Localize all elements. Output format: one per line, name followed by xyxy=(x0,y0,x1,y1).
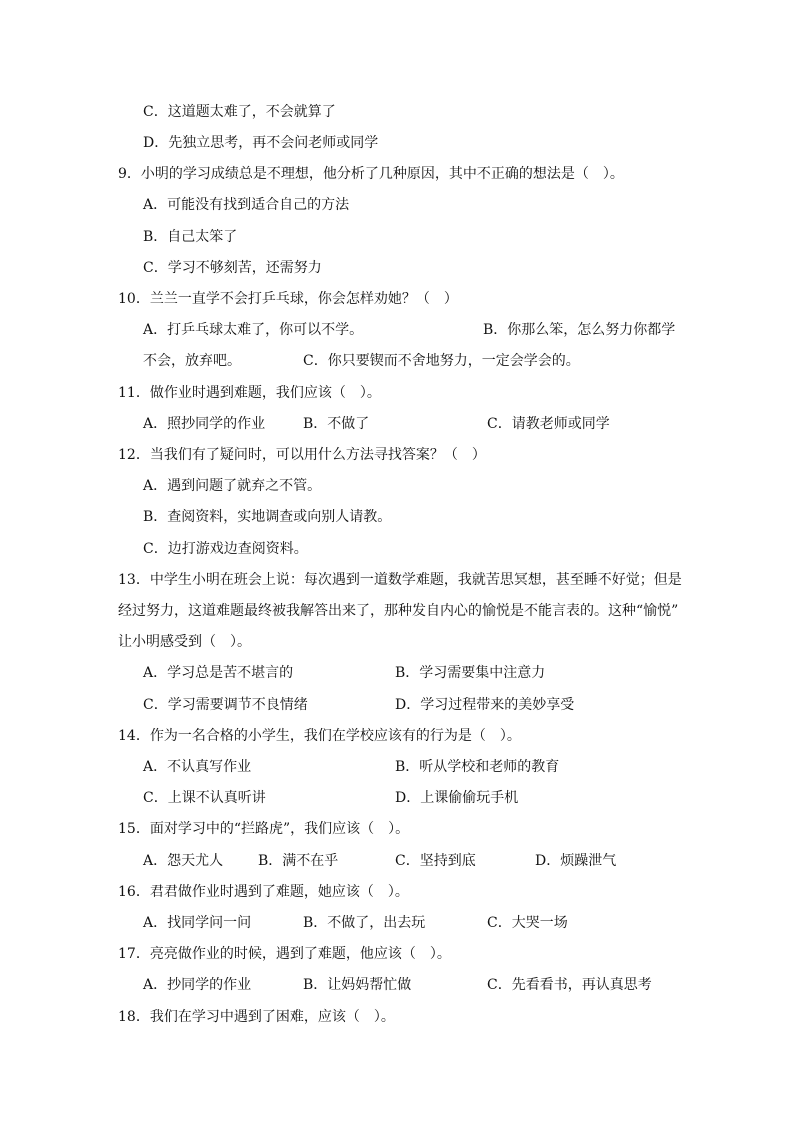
q16-option-b: B．不做了，出去玩 xyxy=(303,915,426,931)
q10-option-b: B．你那么笨，怎么努力你都学 xyxy=(483,322,676,338)
q10-option-b-continued: 不会，放弃吧。 xyxy=(143,353,241,369)
q10-stem: 10．兰兰一直学不会打乒乓球，你会怎样劝她？（ ） xyxy=(118,291,458,307)
q9-stem: 9．小明的学习成绩总是不理想，他分析了几种原因，其中不正确的想法是（ ）。 xyxy=(118,166,624,182)
q14-stem: 14．作为一名合格的小学生，我们在学校应该有的行为是（ ）。 xyxy=(118,728,521,744)
q11-option-b: B．不做了 xyxy=(303,416,370,432)
q17-option-b: B．让妈妈帮忙做 xyxy=(303,977,412,993)
q9-option-a: A．可能没有找到适合自己的方法 xyxy=(143,197,350,213)
q10-option-a: A．打乒乓球太难了，你可以不学。 xyxy=(143,322,364,338)
q9-option-c: C．学习不够刻苦，还需努力 xyxy=(143,260,322,276)
q13-option-b: B．学习需要集中注意力 xyxy=(395,665,546,681)
q13-stem: 13．中学生小明在班会上说：每次遇到一道数学难题，我就苦思冥想，甚至睡不好觉；但是 xyxy=(118,572,682,588)
q14-option-b: B．听从学校和老师的教育 xyxy=(395,759,560,775)
q16-option-a: A．找同学问一问 xyxy=(143,915,252,931)
q13-stem-line-3: 让小明感受到（ ）。 xyxy=(118,634,251,650)
q15-option-a: A．怨天尤人 xyxy=(143,853,224,869)
q14-option-d: D．上课偷偷玩手机 xyxy=(395,790,519,806)
q13-option-c: C．学习需要调节不良情绪 xyxy=(143,697,308,713)
q17-stem: 17．亮亮做作业的时候，遇到了难题，他应该（ ）。 xyxy=(118,946,451,962)
q10-option-c: C．你只要锲而不舍地努力，一定会学会的。 xyxy=(303,353,580,369)
q12-option-a: A．遇到问题了就弃之不管。 xyxy=(143,478,322,494)
q15-option-d: D．烦躁泄气 xyxy=(535,853,617,869)
q12-stem: 12．当我们有了疑问时，可以用什么方法寻找答案？（ ） xyxy=(118,447,486,463)
q11-stem: 11．做作业时遇到难题，我们应该（ ）。 xyxy=(118,385,381,401)
q12-option-c: C．边打游戏边查阅资料。 xyxy=(143,541,308,557)
q17-option-a: A．抄同学的作业 xyxy=(143,977,252,993)
q13-option-d: D．学习过程带来的美妙享受 xyxy=(395,697,575,713)
q14-option-c: C．上课不认真听讲 xyxy=(143,790,266,806)
q14-option-a: A．不认真写作业 xyxy=(143,759,252,775)
q8-option-c: C．这道题太难了，不会就算了 xyxy=(143,104,336,120)
q18-stem: 18．我们在学习中遇到了困难，应该（ ）。 xyxy=(118,1009,395,1025)
q15-stem: 15．面对学习中的“拦路虎”，我们应该（ ）。 xyxy=(118,821,410,837)
q13-stem-line-2: 经过努力，这道难题最终被我解答出来了，那种发自内心的愉悦是不能言表的。这种“愉悦” xyxy=(118,603,679,619)
q9-option-b: B．自己太笨了 xyxy=(143,229,238,245)
q11-option-a: A．照抄同学的作业 xyxy=(143,416,266,432)
q16-stem: 16．君君做作业时遇到了难题，她应该（ ）。 xyxy=(118,884,409,900)
q13-option-a: A．学习总是苦不堪言的 xyxy=(143,665,294,681)
q11-option-c: C．请教老师或同学 xyxy=(487,416,610,432)
q8-option-d: D．先独立思考，再不会问老师或同学 xyxy=(143,135,379,151)
q16-option-c: C．大哭一场 xyxy=(487,915,568,931)
q12-option-b: B．查阅资料，实地调查或向别人请教。 xyxy=(143,509,392,525)
q15-option-c: C．坚持到底 xyxy=(395,853,476,869)
q17-option-c: C．先看看书，再认真思考 xyxy=(487,977,652,993)
q15-option-b: B．满不在乎 xyxy=(258,853,339,869)
